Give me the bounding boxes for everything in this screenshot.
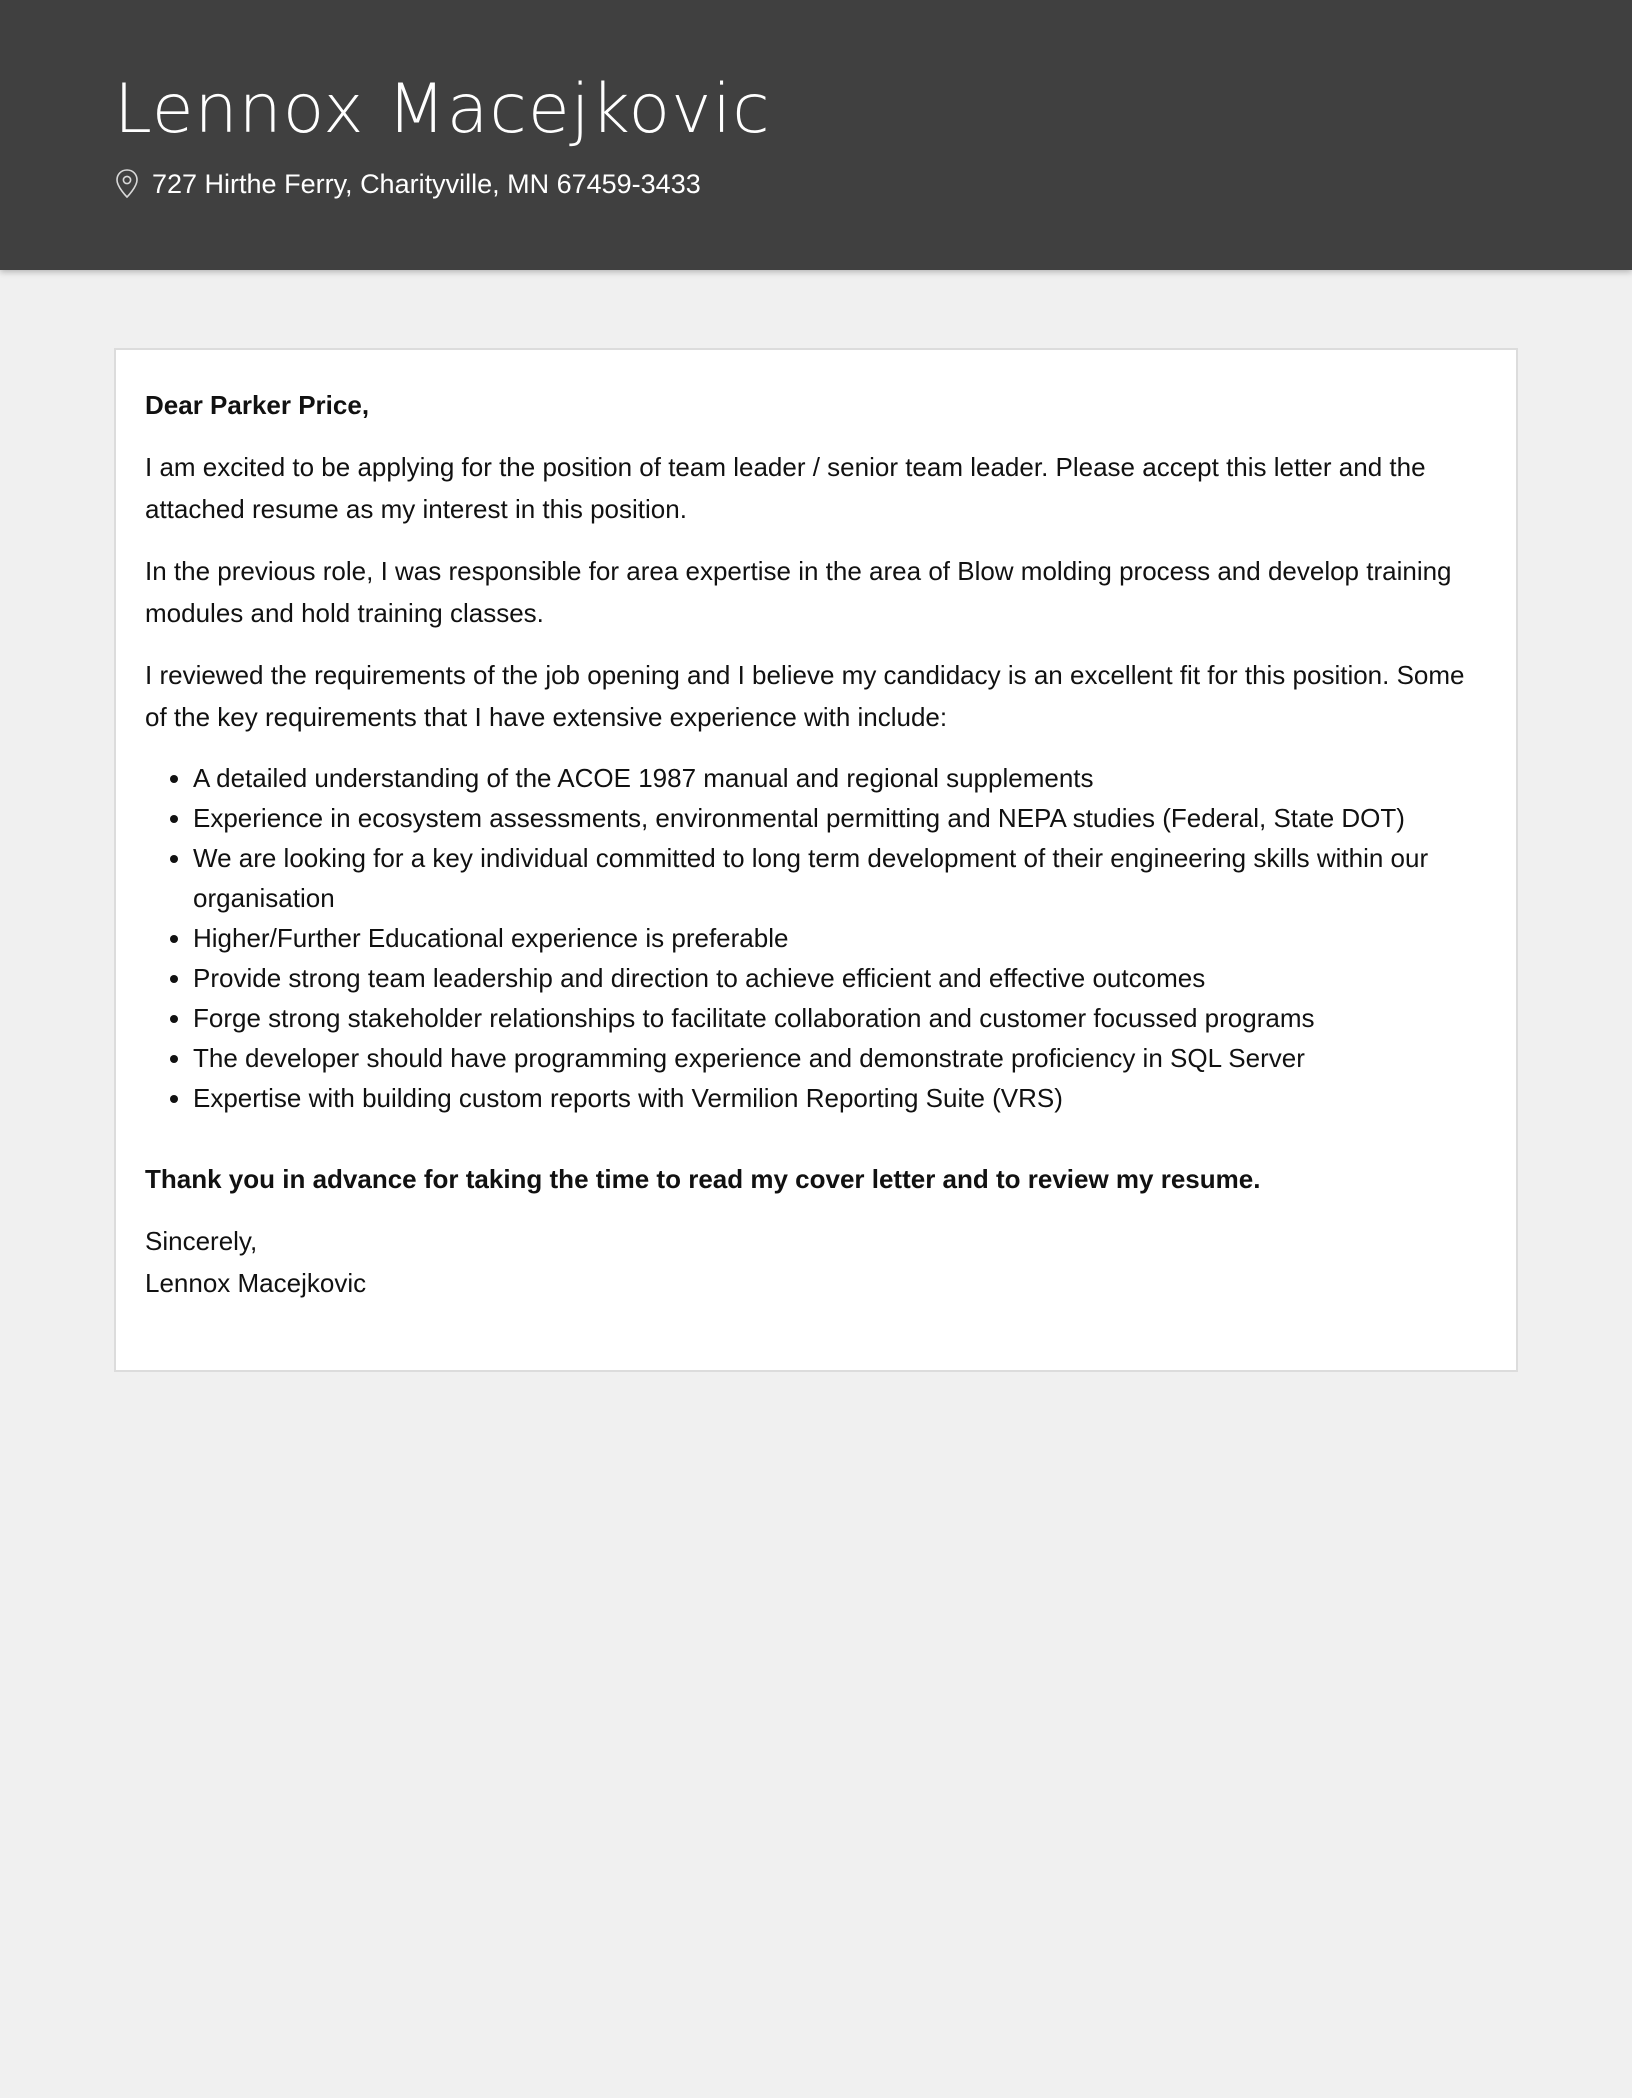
letter-paragraph: In the previous role, I was responsible for area expertise in the area of Blow molding process and develop training modules and hold training classes. xyxy=(145,556,1452,628)
requirement-item: • A detailed understanding of the ACOE 1987 manual and regional supplements xyxy=(193,758,1488,798)
requirement-item: • Higher/Further Educational experience is preferable xyxy=(193,918,1488,958)
address-row xyxy=(114,166,701,202)
requirement-item: • Expertise with building custom reports with Vermilion Reporting Suite (VRS) xyxy=(193,1078,1488,1118)
requirement-item: • We are looking for a key individual committed to long term development of their engineering skills within our organisation xyxy=(193,838,1488,918)
letter-paragraph: I reviewed the requirements of the job opening and I believe my candidacy is an excellent fit for this position. Some of the key requirements that I have extensive experience with include: xyxy=(145,660,1465,732)
letter-greeting: Dear Parker Price, xyxy=(145,390,370,420)
requirement-item: • Experience in ecosystem assessments, environmental permitting and NEPA studies (Federal, State DOT) xyxy=(193,798,1488,838)
letter-valediction: Sincerely, xyxy=(145,1226,258,1256)
requirement-item: • Forge strong stakeholder relationships to facilitate collaboration and customer focussed programs xyxy=(193,998,1488,1038)
requirement-item: • Provide strong team leadership and direction to achieve efficient and effective outcomes xyxy=(193,958,1488,998)
letter-signature: Lennox Macejkovic xyxy=(145,1268,367,1298)
letter-closing: Thank you in advance for taking the time to read my cover letter and to review my resume. xyxy=(145,1164,1261,1194)
cover-letter-card xyxy=(114,348,1518,1372)
header xyxy=(0,0,1632,270)
requirement-item: • The developer should have programming experience and demonstrate proficiency in SQL Server xyxy=(193,1038,1488,1078)
applicant-name: Lennox Macejkovic xyxy=(114,70,771,149)
address-text: 727 Hirthe Ferry, Charityville, MN 67459-3433 xyxy=(152,169,701,199)
requirements-list xyxy=(145,758,1488,1118)
map-pin-icon xyxy=(114,168,140,200)
letter-paragraph: I am excited to be applying for the position of team leader / senior team leader. Please accept this letter and the attached resume as my interest in this position. xyxy=(145,452,1426,524)
